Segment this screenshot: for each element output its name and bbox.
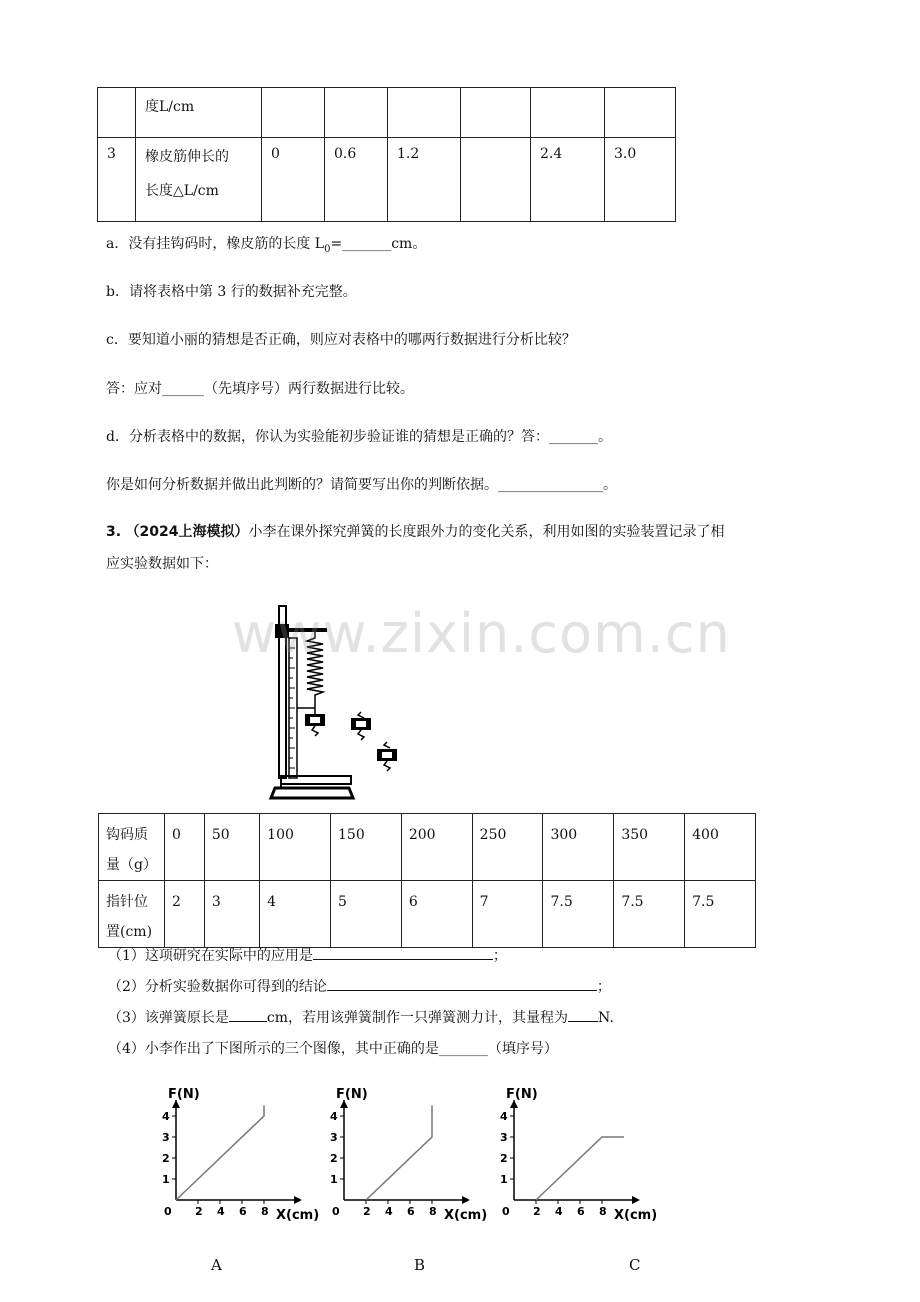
x-axis-label: X(cm) bbox=[276, 1208, 320, 1223]
table-row-header bbox=[99, 881, 165, 948]
answer-blank[interactable] bbox=[313, 947, 493, 960]
x-tick-label: 0 bbox=[332, 1205, 340, 1218]
y-tick-label: 4 bbox=[500, 1110, 508, 1123]
header-line2: 置(cm) bbox=[106, 924, 153, 940]
y-axis-label: F(N) bbox=[336, 1087, 368, 1102]
sub-q2-end: ； bbox=[596, 979, 611, 995]
y-tick-label: 4 bbox=[162, 1110, 170, 1123]
y-axis-label: F(N) bbox=[506, 1087, 538, 1102]
answer-c: 答：应对______（先填序号）两行数据进行比较。 bbox=[106, 381, 414, 397]
table-cell: 度L/cm bbox=[136, 88, 262, 138]
sub-q3-end: N. bbox=[598, 1010, 614, 1026]
x-axis-label: X(cm) bbox=[614, 1208, 658, 1223]
table-cell bbox=[461, 138, 531, 222]
x-tick-label: 2 bbox=[363, 1205, 371, 1218]
item-a bbox=[106, 233, 426, 255]
question-number: 3. bbox=[106, 524, 122, 540]
x-tick-label: 0 bbox=[164, 1205, 172, 1218]
sub-question-3 bbox=[108, 1007, 614, 1027]
table-cell: 5 bbox=[331, 881, 402, 948]
item-a-blank: =_______cm。 bbox=[330, 236, 427, 252]
table-cell: 150 bbox=[331, 814, 402, 881]
graph-label-a: A bbox=[211, 1256, 222, 1274]
question-3 bbox=[106, 516, 826, 580]
table-cell: 0 bbox=[262, 138, 325, 222]
sub-q2-text: （2）分析实验数据你可得到的结论 bbox=[108, 979, 327, 995]
table-cell bbox=[325, 88, 388, 138]
question-text-1: 小李在课外探究弹簧的长度跟外力的变化关系，利用如图的实验装置记录了相 bbox=[248, 524, 725, 540]
item-d: d．分析表格中的数据，你认为实验能初步验证谁的猜想是正确的？答：_______。 bbox=[106, 429, 612, 445]
y-tick-label: 3 bbox=[500, 1131, 508, 1144]
data-line-B bbox=[366, 1106, 432, 1201]
y-tick-label: 1 bbox=[500, 1173, 508, 1186]
header-line1: 钩码质 bbox=[106, 827, 148, 843]
sub-q1-text: （1）这项研究在实际中的应用是 bbox=[108, 948, 313, 964]
table-cell bbox=[98, 88, 136, 138]
y-tick-label: 2 bbox=[330, 1152, 338, 1165]
graph-label-b: B bbox=[414, 1256, 426, 1274]
sub-question-1 bbox=[108, 945, 507, 965]
table-cell bbox=[262, 88, 325, 138]
table-cell bbox=[461, 88, 531, 138]
sub-q1-end: ； bbox=[492, 948, 507, 964]
table-cell: 6 bbox=[401, 881, 472, 948]
table-cell: 7.5 bbox=[614, 881, 685, 948]
data-line-C bbox=[536, 1137, 624, 1200]
x-tick-label: 8 bbox=[429, 1205, 437, 1218]
y-tick-label: 2 bbox=[500, 1152, 508, 1165]
table-cell bbox=[136, 138, 262, 222]
x-axis-arrow bbox=[462, 1196, 470, 1204]
x-axis-label: X(cm) bbox=[444, 1208, 488, 1223]
table-cell bbox=[388, 88, 461, 138]
row-label-line1: 橡皮筋伸长的 bbox=[145, 149, 229, 165]
table-cell: 2.4 bbox=[531, 138, 605, 222]
answer-blank[interactable] bbox=[568, 1009, 598, 1022]
sub-q3-mid: cm，若用该弹簧制作一只弹簧测力计，其量程为 bbox=[266, 1010, 569, 1026]
item-b: b．请将表格中第 3 行的数据补充完整。 bbox=[106, 284, 357, 300]
table-cell: 300 bbox=[543, 814, 614, 881]
answer-blank[interactable] bbox=[327, 978, 597, 991]
table-cell: 200 bbox=[401, 814, 472, 881]
x-axis-arrow bbox=[294, 1196, 302, 1204]
question-source: （2024上海模拟） bbox=[125, 524, 249, 540]
x-tick-label: 8 bbox=[261, 1205, 269, 1218]
table-cell: 3 bbox=[98, 138, 136, 222]
table-row bbox=[99, 881, 756, 948]
item-a-text: a．没有挂钩码时，橡皮筋的长度 L bbox=[106, 236, 325, 252]
y-tick-label: 3 bbox=[162, 1131, 170, 1144]
x-tick-label: 6 bbox=[239, 1205, 247, 1218]
watermark: www.zixin.com.cn bbox=[232, 602, 731, 665]
table-cell bbox=[531, 88, 605, 138]
table-cell: 400 bbox=[685, 814, 756, 881]
table-row bbox=[98, 88, 676, 138]
row-label-line2: 长度△L/cm bbox=[145, 183, 219, 199]
graph-a bbox=[150, 1080, 320, 1230]
data-line-A bbox=[176, 1106, 264, 1201]
item-a-subscript: 0 bbox=[324, 243, 331, 255]
sub-q3-text: （3）该弹簧原长是 bbox=[108, 1010, 229, 1026]
table-row-header bbox=[99, 814, 165, 881]
x-tick-label: 6 bbox=[577, 1205, 585, 1218]
item-c: c．要知道小丽的猜想是否正确，则应对表格中的哪两行数据进行分析比较？ bbox=[106, 332, 576, 348]
graph-b bbox=[318, 1080, 488, 1230]
item-e: 你是如何分析数据并做出此判断的？请简要写出你的判断依据。_______________。 bbox=[106, 477, 617, 493]
question-text-2: 应实验数据如下： bbox=[106, 556, 218, 572]
x-tick-label: 4 bbox=[385, 1205, 393, 1218]
y-tick-label: 2 bbox=[162, 1152, 170, 1165]
table-cell bbox=[605, 88, 676, 138]
table-cell: 100 bbox=[260, 814, 331, 881]
table-cell: 3.0 bbox=[605, 138, 676, 222]
graph-c bbox=[488, 1080, 668, 1230]
x-axis-arrow bbox=[632, 1196, 640, 1204]
table-spring-data bbox=[98, 813, 756, 948]
table-cell: 0 bbox=[165, 814, 205, 881]
x-tick-label: 6 bbox=[407, 1205, 415, 1218]
table-cell: 7 bbox=[472, 881, 543, 948]
y-tick-label: 1 bbox=[162, 1173, 170, 1186]
table-cell: 350 bbox=[614, 814, 685, 881]
table-rubber-band bbox=[97, 87, 676, 222]
y-tick-label: 3 bbox=[330, 1131, 338, 1144]
graph-label-c: C bbox=[629, 1256, 641, 1274]
sub-question-2 bbox=[108, 976, 611, 996]
header-line1: 指针位 bbox=[106, 894, 148, 910]
table-cell: 2 bbox=[165, 881, 205, 948]
x-tick-label: 0 bbox=[502, 1205, 510, 1218]
table-row bbox=[99, 814, 756, 881]
table-cell: 250 bbox=[472, 814, 543, 881]
table-cell: 0.6 bbox=[325, 138, 388, 222]
table-cell: 1.2 bbox=[388, 138, 461, 222]
sub-question-4: （4）小李作出了下图所示的三个图像，其中正确的是_______（填序号） bbox=[108, 1041, 558, 1057]
y-tick-label: 1 bbox=[330, 1173, 338, 1186]
table-cell: 7.5 bbox=[543, 881, 614, 948]
header-line2: 量（g） bbox=[106, 857, 157, 873]
y-axis-label: F(N) bbox=[168, 1087, 200, 1102]
y-tick-label: 4 bbox=[330, 1110, 338, 1123]
table-cell: 3 bbox=[204, 881, 259, 948]
table-row bbox=[98, 138, 676, 222]
table-cell: 4 bbox=[260, 881, 331, 948]
answer-blank[interactable] bbox=[229, 1009, 267, 1022]
table-cell: 50 bbox=[204, 814, 259, 881]
x-tick-label: 2 bbox=[533, 1205, 541, 1218]
x-tick-label: 8 bbox=[599, 1205, 607, 1218]
x-tick-label: 4 bbox=[555, 1205, 563, 1218]
x-tick-label: 4 bbox=[217, 1205, 225, 1218]
table-cell: 7.5 bbox=[685, 881, 756, 948]
x-tick-label: 2 bbox=[195, 1205, 203, 1218]
